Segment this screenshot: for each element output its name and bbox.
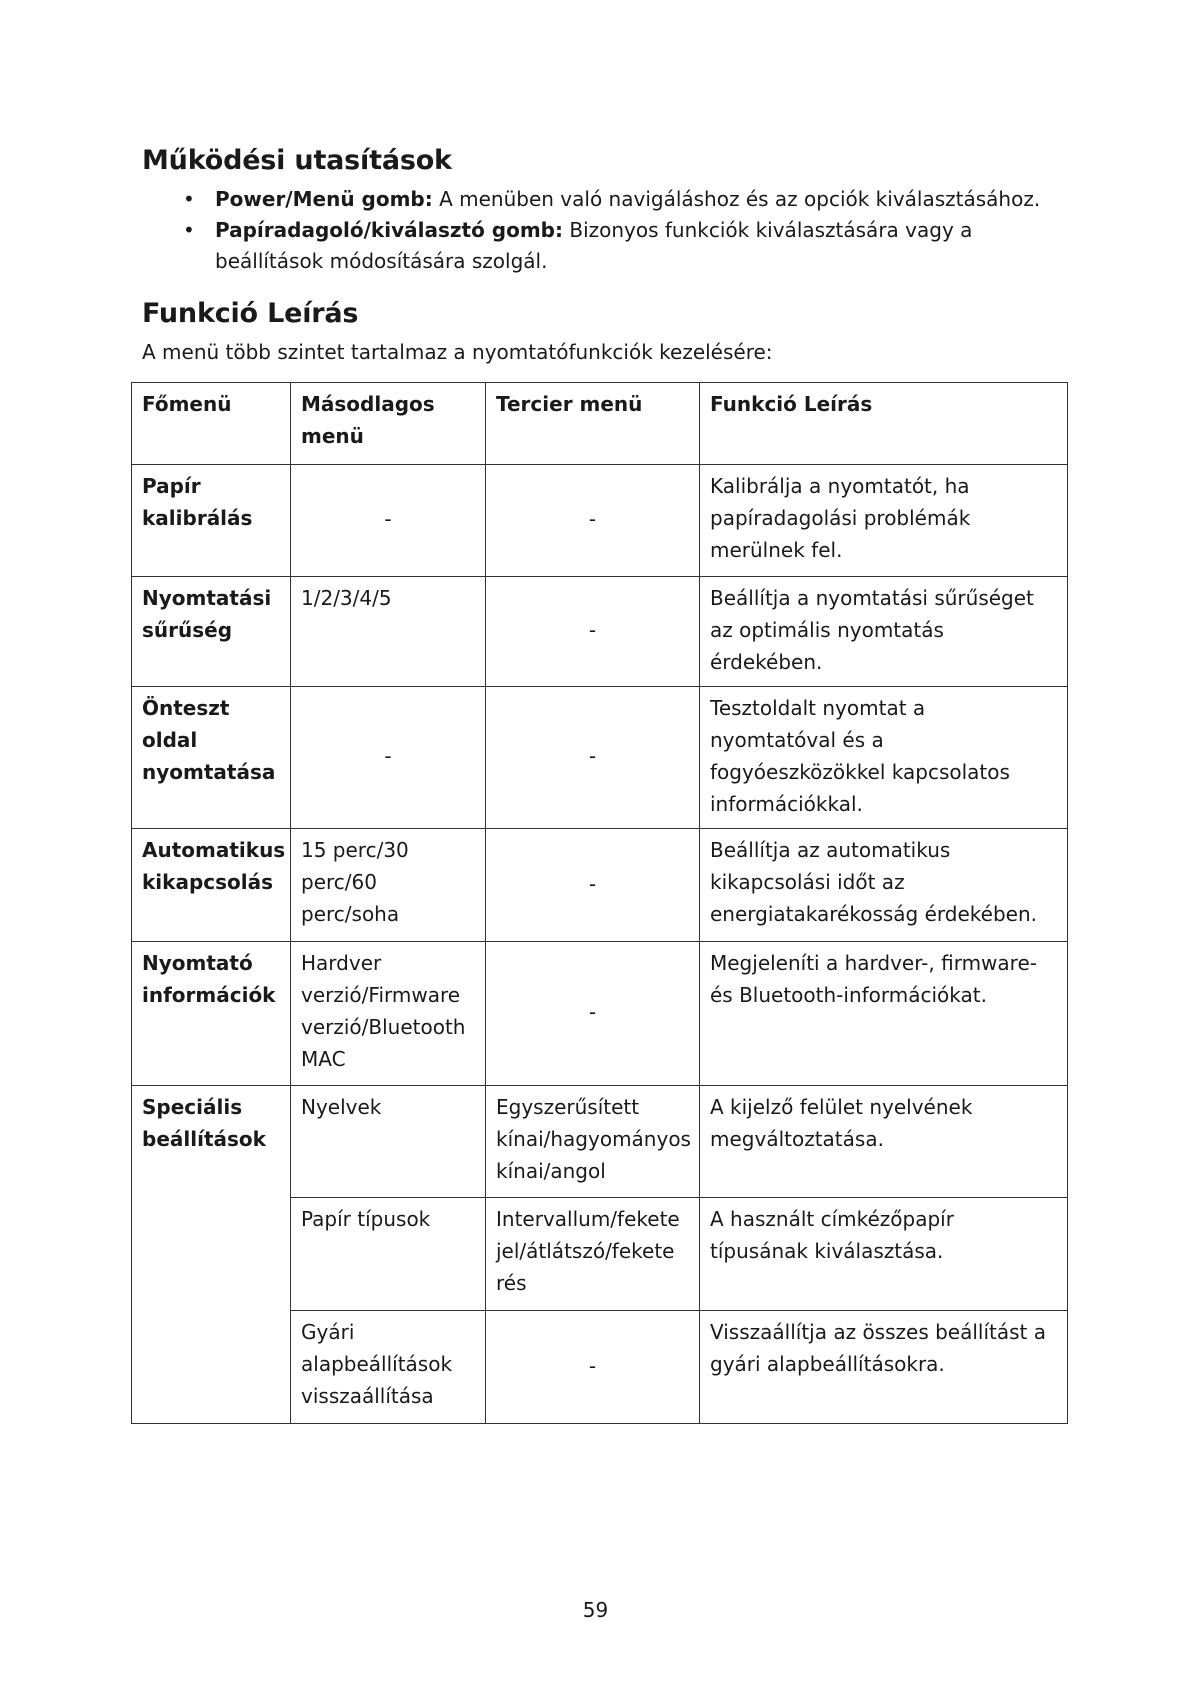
- column-header: Tercier menü: [486, 383, 700, 465]
- column-header: Funkció Leírás: [700, 383, 1068, 465]
- description-cell: A kijelző felület nyelvének megváltoztatása.: [700, 1086, 1068, 1198]
- main-menu-cell: Speciális beállítások: [132, 1086, 291, 1424]
- tertiary-menu-cell: -: [486, 942, 700, 1086]
- menu-table: [131, 382, 1068, 1424]
- secondary-menu-cell: Hardver verzió/Firmware verzió/Bluetooth MAC: [291, 942, 486, 1086]
- tertiary-menu-cell: -: [486, 465, 700, 577]
- section-heading-function: Funkció Leírás: [142, 298, 359, 329]
- table-row: [132, 577, 1068, 687]
- page-number: 59: [582, 1598, 609, 1622]
- main-menu-cell: Automatikus kikapcsolás: [132, 829, 291, 942]
- secondary-menu-cell: -: [291, 687, 486, 829]
- table-header-row: [132, 383, 1068, 465]
- list-item-term: Power/Menü gomb:: [215, 187, 433, 211]
- bullet-icon: •: [183, 218, 195, 242]
- secondary-menu-cell: 15 perc/30 perc/60 perc/soha: [291, 829, 486, 942]
- main-menu-cell: Önteszt oldal nyomtatása: [132, 687, 291, 829]
- secondary-menu-cell: Nyelvek: [291, 1086, 486, 1198]
- tertiary-menu-cell: -: [486, 829, 700, 942]
- table-row: [132, 942, 1068, 1086]
- description-cell: A használt címkézőpapír típusának kiválasztása.: [700, 1198, 1068, 1311]
- list-item-text: Bizonyos funkciók kiválasztására vagy a beállítások módosítására szolgál.: [215, 218, 973, 273]
- main-menu-cell: Papír kalibrálás: [132, 465, 291, 577]
- table-row: [132, 1086, 1068, 1198]
- column-header: Főmenü: [132, 383, 291, 465]
- description-cell: Beállítja az automatikus kikapcsolási időt az energiatakarékosság érdekében.: [700, 829, 1068, 942]
- secondary-menu-cell: 1/2/3/4/5: [291, 577, 486, 687]
- table-row: [132, 687, 1068, 829]
- list-item-term: Papíradagoló/kiválasztó gomb:: [215, 218, 563, 242]
- description-cell: Tesztoldalt nyomtat a nyomtatóval és a fogyóeszközökkel kapcsolatos információkkal.: [700, 687, 1068, 829]
- section-heading-operation: Működési utasítások: [142, 145, 452, 176]
- main-menu-cell: Nyomtatási sűrűség: [132, 577, 291, 687]
- bullet-icon: •: [183, 187, 195, 211]
- tertiary-menu-cell: -: [486, 1311, 700, 1424]
- main-menu-cell: Nyomtató információk: [132, 942, 291, 1086]
- button-list: [142, 184, 1072, 277]
- table-row: [132, 829, 1068, 942]
- description-cell: Visszaállítja az összes beállítást a gyári alapbeállításokra.: [700, 1311, 1068, 1424]
- column-header: Másodlagos menü: [291, 383, 486, 465]
- tertiary-menu-cell: -: [486, 577, 700, 687]
- tertiary-menu-cell: -: [486, 687, 700, 829]
- list-item: [142, 215, 1072, 277]
- tertiary-menu-cell: Egyszerűsített kínai/hagyományos kínai/angol: [486, 1086, 700, 1198]
- list-item-text: A menüben való navigáláshoz és az opciók kiválasztásához.: [432, 187, 1041, 211]
- tertiary-menu-cell: Intervallum/fekete jel/átlátszó/fekete rés: [486, 1198, 700, 1311]
- secondary-menu-cell: -: [291, 465, 486, 577]
- secondary-menu-cell: Papír típusok: [291, 1198, 486, 1311]
- description-cell: Beállítja a nyomtatási sűrűséget az optimális nyomtatás érdekében.: [700, 577, 1068, 687]
- list-item: [142, 184, 1072, 215]
- intro-text: A menü több szintet tartalmaz a nyomtatófunkciók kezelésére:: [142, 340, 773, 364]
- secondary-menu-cell: Gyári alapbeállítások visszaállítása: [291, 1311, 486, 1424]
- description-cell: Kalibrálja a nyomtatót, ha papíradagolási problémák merülnek fel.: [700, 465, 1068, 577]
- description-cell: Megjeleníti a hardver-, firmware- és Bluetooth-információkat.: [700, 942, 1068, 1086]
- table-row: [132, 465, 1068, 577]
